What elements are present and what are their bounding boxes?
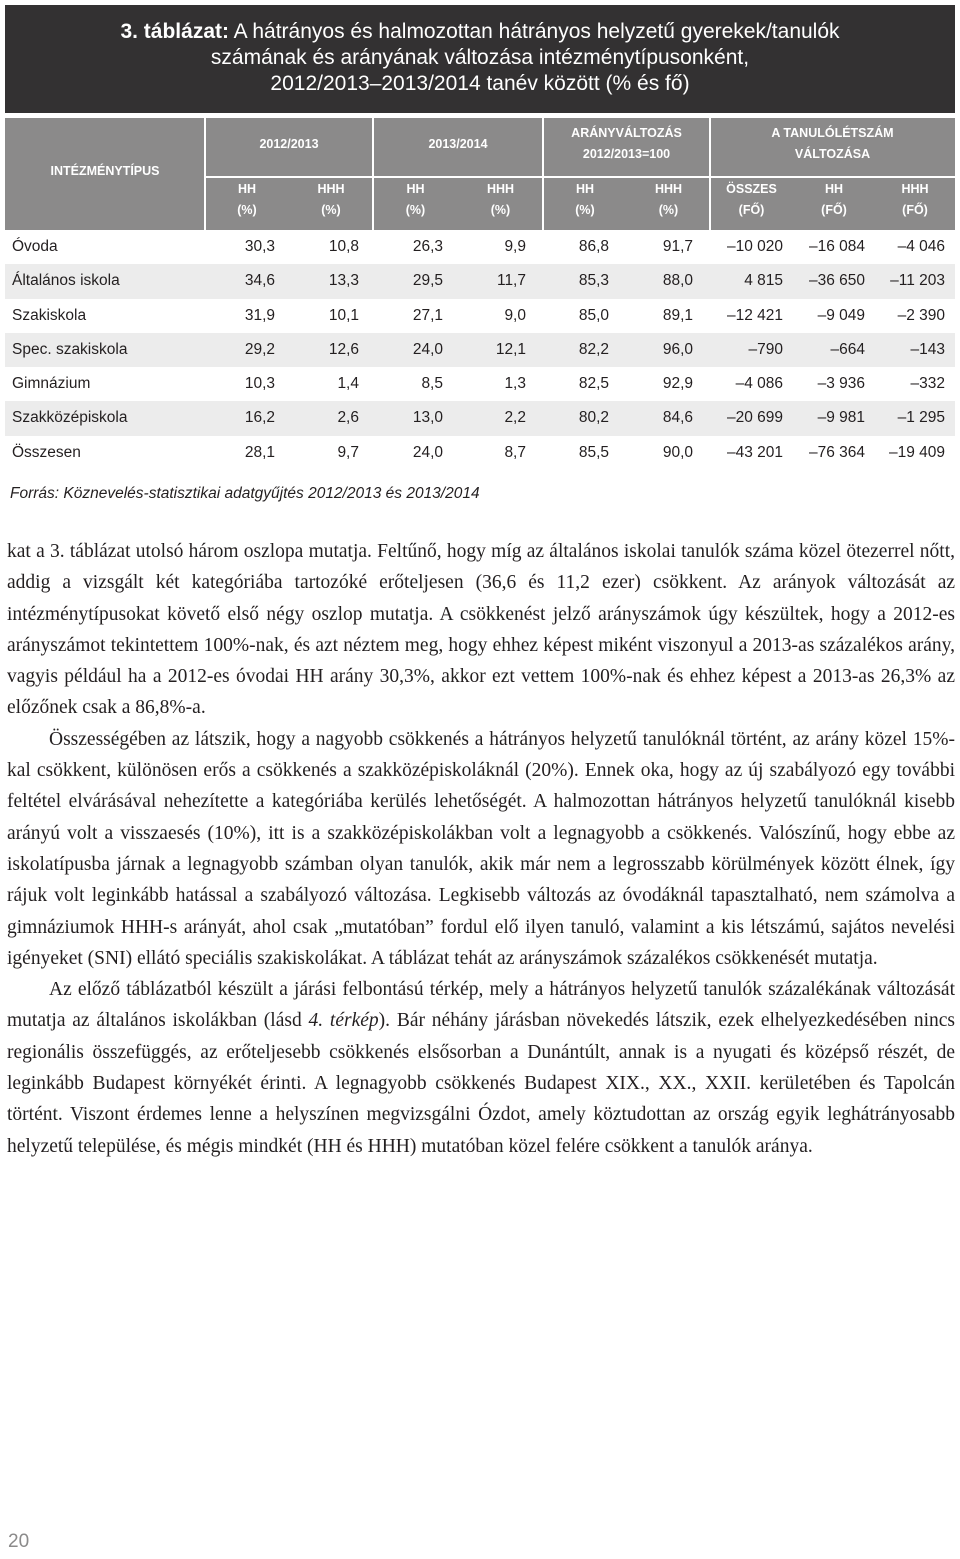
table-row: Spec. szakiskola 29,2 12,6 24,0 12,1 82,2 96,0 –790 –664 –143 [5,333,955,367]
subheader: HHH (%) [654,182,683,217]
subheader: HH (%) [405,182,426,217]
paragraph: kat a 3. táblázat utolsó három oszlopa mutatja. Feltűnő, hogy míg az általános iskolai tanulók száma közel ötezerrel nőtt, addig a vizsgált két kategóriába tartozóké erőteljesen (36,6 és 11,2 ezer) csökkent. Az arányok változását az intézménytípusokat követő első négy oszlop mutatja. A csökkenést jelző arányszámok úgy készültek, hogy a 2012-es arányszámot tekintettem 100%-nak, és azt néztem meg, hogy ehhez képest miként viszonyul a 2013-as százalékos arány, vagyis például ha a 2012-es óvodai HH arány 30,3%, akkor ezt vettem 100%-nak és ehhez képest a 2013-as 26,3% az előzőnek csak a 86,8%-a. [7,541,955,719]
subheader: HHH (%) [317,182,345,217]
subheader: ÖSSZES (FŐ) [726,182,777,217]
table-row: Gimnázium 10,3 1,4 8,5 1,3 82,5 92,9 –4 086 –3 936 –332 [12,375,945,393]
table-row-total: Összesen 28,1 9,7 24,0 8,7 85,5 90,0 –43 201 –76 364 –19 409 [12,443,945,461]
map-reference: 4. térkép [308,1010,379,1032]
table-row: Óvoda 30,3 10,8 26,3 9,9 86,8 91,7 –10 020 –16 084 –4 046 [12,238,945,255]
table-body [5,230,955,470]
header-year-2013: 2013/2014 [428,137,488,151]
table-title [5,5,955,113]
subheader: HH (FŐ) [821,182,847,217]
header-institution-type: INTÉZMÉNYTÍPUS [50,164,160,178]
table-title-line-1: 3. táblázat: A hátrányos és halmozottan hátrányos helyzetű gyerekek/tanulók [120,20,840,43]
paragraph: Az előző táblázatból készült a járási felbontású térkép, mely a hátrányos helyzetű tanulók százalékának változását mutatja az általános iskolákban (lásd 4. térkép). Bár néhány járásban növekedés látszik, ezek elhelyezkedésében nincs regionális összefüggés, az erőteljesebb csökkenés elsősorban a Dunántúlt, annak is a nyugati és középső részét, de leginkább Budapest környékét érinti. A legnagyobb csökkenés Budapest XIX., XX., XXII. kerületében és Tapolcán történt. Viszont érdemes lenne a helyszínen megvizsgálni Ózdot, amely köztudottan az ország egyik leghátrányosabb helyzetű települése, és mégis mindkét (HH és HHH) mutatóban közel felére csökkent a tanulók aránya. [7,979,955,1157]
table-row: Szakközépiskola 16,2 2,6 13,0 2,2 80,2 84,6 –20 699 –9 981 –1 295 [5,401,955,435]
table-title-line-3: 2012/2013–2013/2014 tanév között (% és fő) [270,72,690,95]
table-row: Általános iskola 34,6 13,3 29,5 11,7 85,3 88,0 4 815 –36 650 –11 203 [5,264,955,298]
table-row: Szakiskola 31,9 10,1 27,1 9,0 85,0 89,1 –12 421 –9 049 –2 390 [12,306,945,324]
subheader: HHH (%) [486,182,515,217]
page-number: 20 [8,1531,30,1552]
header-divider [205,176,955,178]
table-header [5,118,955,230]
header-ratio-change: ARÁNYVÁLTOZÁS 2012/2013=100 [571,126,682,161]
header-year-2012: 2012/2013 [259,137,319,151]
table-number-label: 3. táblázat: [120,20,229,43]
subheader: HHH (FŐ) [901,182,929,217]
body-text [7,536,955,1162]
paragraph: Összességében az látszik, hogy a nagyobb csökkenés a hátrányos helyzetű tanulóknál történt, az arány közel 15%-kal csökkent, különösen erős a csökkenés a szakközépiskoláknál (20%). Ennek oka, hogy az új szabályozó egy további feltétel elvárásával nehezítette a kategóriába kerülés lehetőségét. A halmozottan hátrányos helyzetű tanulóknál kisebb arányú volt a visszaesés (10%), itt is a szakközépiskolákban volt a legnagyobb a csökkenés. Valószínű, hogy ebbe az iskolatípusba járnak a legnagyobb számban olyan tanulók, akik már nem a legrosszabb körülmények között élnek, így rájuk volt leginkább hatással a szabályozó változása. Legkisebb változás az óvodáknál tapasztalható, nem számolva a gimnáziumok HHH-s arányát, ahol csak „mutatóban” fordul elő ilyen tanuló, valamint a kis létszámú, sajátos nevelési igényeket (SNI) ellátó speciális szakiskolákat. A táblázat tehát az arányszámok százalékos csökkenését mutatja. [7,728,955,969]
header-student-count-change: A TANULÓLÉTSZÁM VÁLTOZÁSA [771,126,894,161]
subheader: HH (%) [237,182,257,217]
subheader: HH (%) [575,182,595,217]
table-title-line-2: számának és arányának változása intézménytípusonként, [210,46,750,69]
table-source: Forrás: Köznevelés-statisztikai adatgyűjtés 2012/2013 és 2013/2014 [10,485,480,502]
